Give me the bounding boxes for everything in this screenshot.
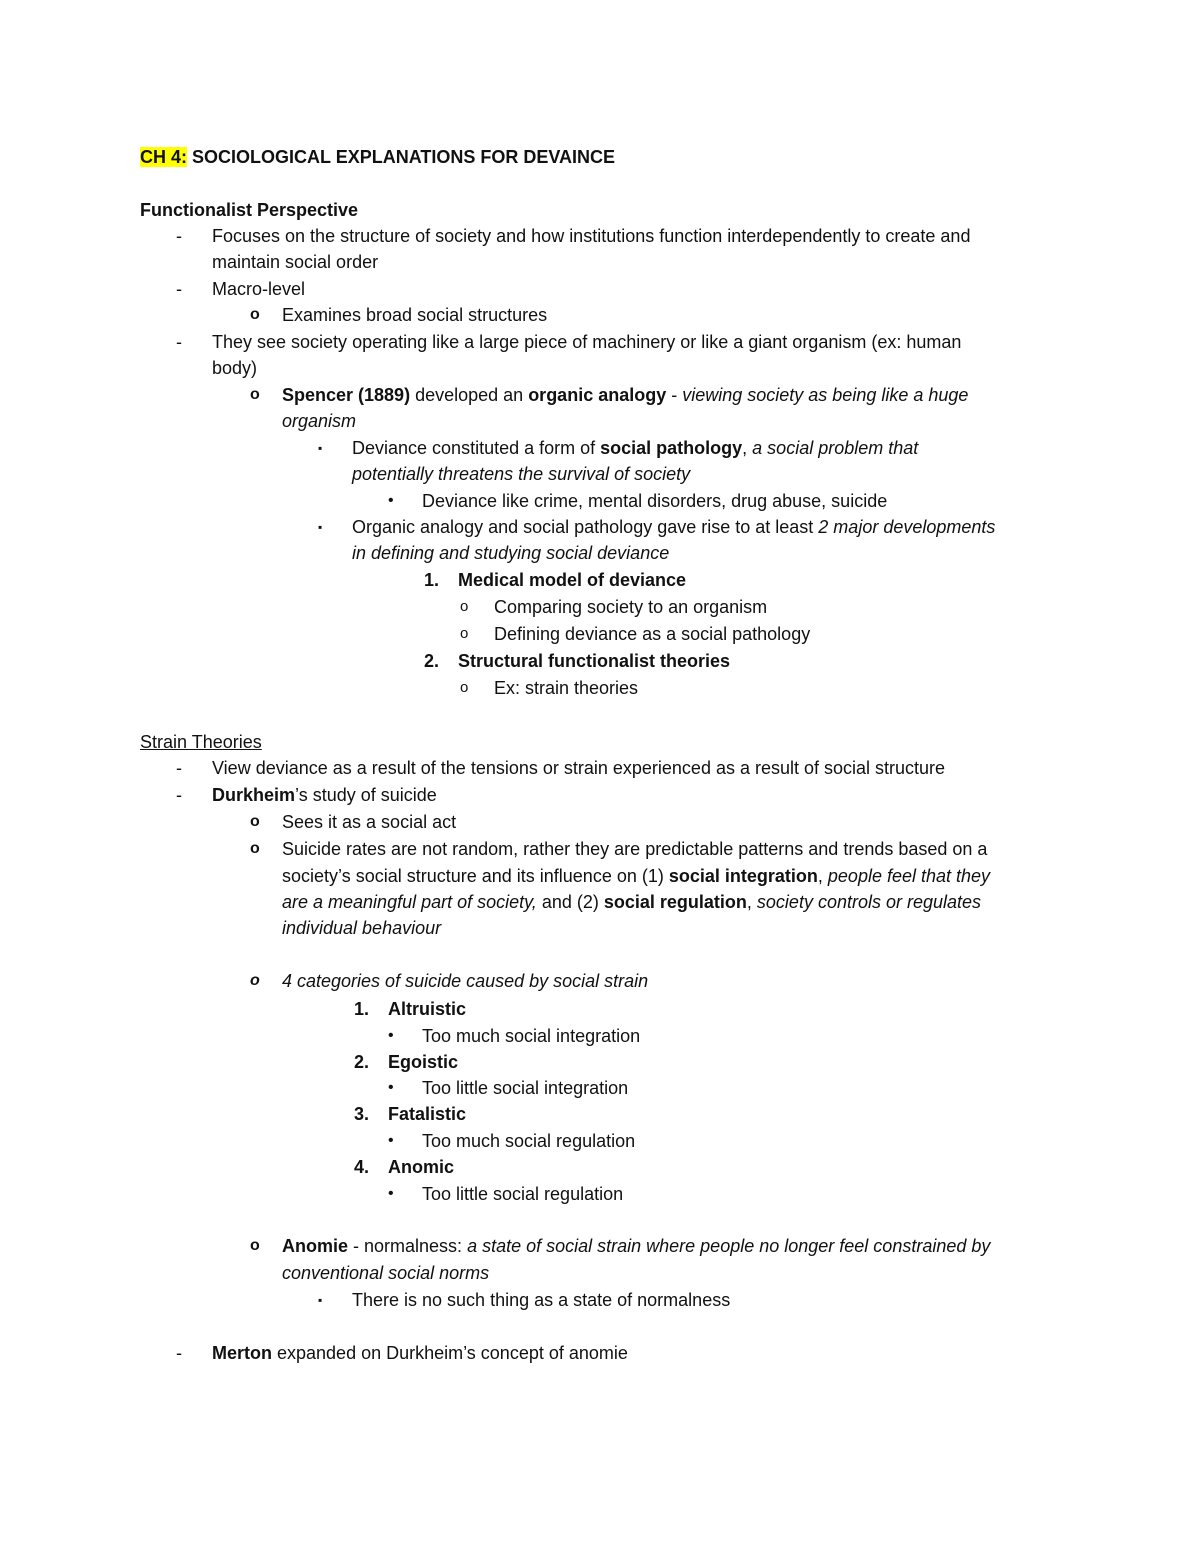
strain-point-2a: Sees it as a social act (282, 812, 457, 832)
suicide-rates-separator: , (817, 866, 828, 886)
category-3-name: Fatalistic (388, 1104, 467, 1124)
square-marker: ▪ (318, 520, 323, 534)
strain-point-1: View deviance as a result of the tensions or strain experienced as a result of social structure (212, 758, 946, 778)
suicide-rates-separator: , (746, 892, 757, 912)
category-2-number: 2. (354, 1052, 370, 1072)
square-marker: ▪ (318, 1293, 323, 1307)
circle-marker: o (250, 840, 260, 857)
category-2-desc: Too little social integration (422, 1078, 629, 1098)
chapter-title-text: SOCIOLOGICAL EXPLANATIONS FOR DEVAINCE (187, 147, 616, 167)
category-3-number: 3. (354, 1104, 370, 1124)
dash-marker: - (176, 1343, 182, 1363)
functionalist-point-2a: Examines broad social structures (282, 305, 548, 325)
durkheim-name: Durkheim (212, 785, 296, 805)
dash-marker: - (176, 279, 182, 299)
strain-point-2 (212, 782, 437, 808)
functionalist-heading: Functionalist Perspective (140, 200, 359, 220)
dash-marker: - (176, 332, 182, 352)
social-pathology-definition: a social problem that (752, 438, 919, 458)
category-1-number: 1. (354, 999, 370, 1019)
social-regulation-definition: society controls or regulates (756, 892, 982, 912)
pathology-line-1 (352, 435, 918, 461)
pathology-text: Deviance constituted a form of (352, 438, 601, 458)
category-4-desc: Too little social regulation (422, 1184, 624, 1204)
circle-marker: o (250, 386, 260, 403)
spencer-text: developed an (410, 385, 529, 405)
chapter-label: CH 4: (140, 147, 188, 167)
anomie-definition: a state of social strain where people no longer feel constrained by (467, 1236, 991, 1256)
bullet-marker: • (388, 1079, 394, 1096)
suicide-rates-line-3 (282, 889, 981, 915)
development-1-label: Medical model of deviance (458, 570, 687, 590)
functionalist-point-3-line-1: They see society operating like a large piece of machinery or like a giant organism (ex: human (212, 332, 962, 352)
spencer-separator: - (666, 385, 683, 405)
functionalist-point-3-line-2: body) (212, 358, 258, 378)
developments-emphasis: 2 major developments (818, 517, 996, 537)
categories-heading: 4 categories of suicide caused by social strain (282, 971, 649, 991)
anomie-line-1 (282, 1233, 990, 1259)
social-regulation-term: social regulation (603, 892, 747, 912)
strain-theories-heading: Strain Theories (140, 732, 262, 752)
functionalist-point-2: Macro-level (212, 279, 306, 299)
circle-marker: o (250, 813, 260, 830)
suicide-rates-line-1: Suicide rates are not random, rather they are predictable patterns and trends based on a (282, 839, 988, 859)
spencer-line-2: organism (282, 411, 357, 431)
anomie-line-2: conventional social norms (282, 1263, 490, 1283)
circle-marker: o (250, 972, 260, 989)
social-integration-term: social integration (668, 866, 818, 886)
suicide-rates-text: society’s social structure and its influence on (1) (282, 866, 669, 886)
category-4-name: Anomic (388, 1157, 455, 1177)
category-2-name: Egoistic (388, 1052, 459, 1072)
development-1-sub-2: Defining deviance as a social pathology (494, 624, 811, 644)
pathology-separator: , (742, 438, 753, 458)
category-3-desc: Too much social regulation (422, 1131, 636, 1151)
circle-marker: o (250, 1237, 260, 1254)
circle-marker: o (460, 625, 469, 642)
suicide-rates-line-4: individual behaviour (282, 918, 442, 938)
social-integration-definition: people feel that they (827, 866, 991, 886)
anomie-sub: There is no such thing as a state of normalness (352, 1290, 731, 1310)
spencer-name: Spencer (1889) (282, 385, 411, 405)
anomie-term: Anomie (282, 1236, 349, 1256)
anomie-text: - normalness: (348, 1236, 468, 1256)
dash-marker: - (176, 785, 182, 805)
bullet-marker: • (388, 1132, 394, 1149)
category-1-desc: Too much social integration (422, 1026, 641, 1046)
square-marker: ▪ (318, 441, 323, 455)
merton-name: Merton (212, 1343, 272, 1363)
category-4-number: 4. (354, 1157, 370, 1177)
pathology-line-2: potentially threatens the survival of society (352, 464, 691, 484)
social-pathology-term: social pathology (600, 438, 743, 458)
development-2-sub-1: Ex: strain theories (494, 678, 639, 698)
bullet-marker: • (388, 1027, 394, 1044)
circle-marker: o (460, 679, 469, 696)
merton-point (212, 1340, 628, 1366)
spencer-line-1 (282, 382, 968, 408)
durkheim-study-text: ’s study of suicide (295, 785, 437, 805)
dash-marker: - (176, 226, 182, 246)
merton-text: expanded on Durkheim’s concept of anomie (272, 1343, 628, 1363)
organic-analogy-term: organic analogy (528, 385, 667, 405)
bullet-marker: • (388, 492, 394, 509)
developments-line-1 (352, 514, 995, 540)
bullet-marker: • (388, 1185, 394, 1202)
category-1-name: Altruistic (388, 999, 467, 1019)
pathology-example: Deviance like crime, mental disorders, drug abuse, suicide (422, 491, 888, 511)
circle-marker: o (460, 598, 469, 615)
suicide-rates-line-2 (282, 863, 990, 889)
social-integration-definition-cont: are a meaningful part of society, (282, 892, 537, 912)
development-1-sub-1: Comparing society to an organism (494, 597, 768, 617)
developments-line-2: in defining and studying social deviance (352, 543, 670, 563)
functionalist-point-1-line-2: maintain social order (212, 252, 379, 272)
dash-marker: - (176, 758, 182, 778)
development-2-number: 2. (424, 651, 440, 671)
development-2-label: Structural functionalist theories (458, 651, 731, 671)
suicide-rates-text: and (2) (536, 892, 604, 912)
organic-analogy-definition: viewing society as being like a huge (682, 385, 969, 405)
development-1-number: 1. (424, 570, 440, 590)
developments-text: Organic analogy and social pathology gave rise to at least (352, 517, 819, 537)
functionalist-point-1-line-1: Focuses on the structure of society and how institutions function interdependently to create and (212, 226, 971, 246)
circle-marker: o (250, 306, 260, 323)
chapter-title (140, 144, 615, 170)
